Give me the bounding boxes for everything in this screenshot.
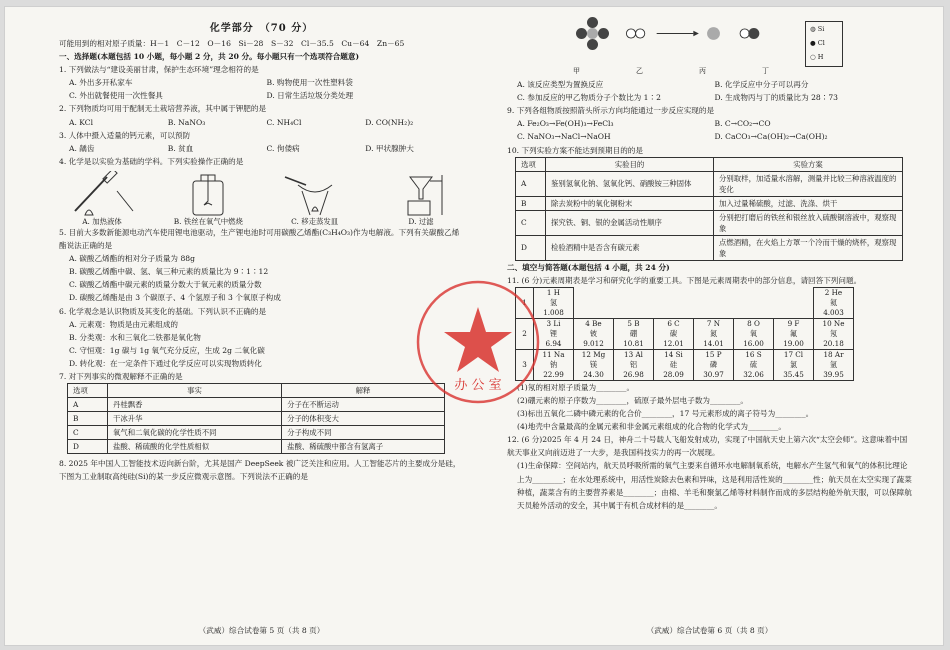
molecule-legend: ◍ Si ● Cl ○ H <box>805 21 843 67</box>
element-cell: 9 F 氟 19.00 <box>774 318 814 349</box>
element-cell: 14 Si 硅 28.09 <box>654 349 694 380</box>
evaporating-dish-icon <box>280 171 350 217</box>
q3-option-d: D. 甲状腺肿大 <box>365 143 414 153</box>
q8-option-c: C. 参加反应的甲乙物质分子个数比为 1∶2 <box>517 93 661 103</box>
q1-option-b: B. 购物使用一次性塑料袋 <box>266 78 353 88</box>
exam-sheet <box>4 6 944 646</box>
apparatus-a <box>67 171 137 226</box>
left-page <box>59 21 464 483</box>
element-cell: 4 Be 铍 9.012 <box>574 318 614 349</box>
q9-option-b: B. C→CO₂→CO <box>714 119 771 129</box>
question-5: 5. 目前大多数新能源电动汽车使用锂电池驱动，生产锂电池时可用碳酸乙烯酯(C₃H₄O₃)作为电解液。下列有关碳酸乙烯酯说法正确的是 <box>59 227 460 251</box>
q9-option-c: C. NaNO₃→NaCl→NaOH <box>517 132 611 142</box>
q10-header-purpose: 实验目的 <box>546 157 714 171</box>
section-2-heading: 二、填空与简答题(本题包括 4 小题，共 24 分) <box>507 262 670 272</box>
element-cell: 3 Li 锂 6.94 <box>534 318 574 349</box>
q8-option-a: A. 该反应类型为置换反应 <box>517 80 604 90</box>
q1-option-c: C. 外出就餐使用一次性餐具 <box>69 91 163 101</box>
element-cell: 2 He 氦 4.003 <box>814 287 854 318</box>
q5-option-d: D. 碳酸乙烯酯是由 3 个碳原子、4 个氢原子和 3 个氧原子构成 <box>69 293 281 303</box>
element-cell: 8 O 氧 16.00 <box>734 318 774 349</box>
q3-option-c: C. 佝偻病 <box>266 143 300 153</box>
official-seal-icon <box>413 277 543 407</box>
q6-option-c: C. 守恒观：1g 碳与 1g 氧气充分反应，生成 2g 二氧化碳 <box>69 345 265 355</box>
question-11: 11. (6 分)元素周期表是学习和研究化学的重要工具。下图是元素周期表中的部分信息，请回答下列问题。 <box>507 275 862 285</box>
q3-option-a: A. 龋齿 <box>69 143 95 153</box>
q5-option-a: A. 碳酸乙烯酯的相对分子质量为 88g <box>69 254 195 264</box>
seal-text: 办 公 室 <box>454 378 502 393</box>
apparatus-c-label: C. 移走蒸发皿 <box>291 216 339 226</box>
legend-h: H <box>817 53 824 61</box>
period-1: 1 <box>516 287 534 318</box>
question-10: 10. 下列实验方案不能达到预期目的的是 <box>507 145 643 155</box>
element-cell: 6 C 碳 12.01 <box>654 318 694 349</box>
q10-table <box>515 157 903 261</box>
label-jia: 甲 <box>573 67 580 75</box>
question-3: 3. 人体中摄入适量的钙元素，可以预防 <box>59 130 191 140</box>
section-title: 化学部分 （70 分） <box>209 23 314 34</box>
q2-option-b: B. NaNO₃ <box>167 117 206 127</box>
apparatus-d <box>386 171 456 226</box>
q9-option-a: A. Fe₂O₃→Fe(OH)₃→FeCl₃ <box>517 119 614 129</box>
element-cell: 5 B 硼 10.81 <box>614 318 654 349</box>
table-row: A 丹桂飘香 分子在不断运动 <box>68 398 445 412</box>
table-row: B 干冰升华 分子的体积变大 <box>68 412 445 426</box>
period-2: 2 <box>516 318 534 349</box>
element-cell: 15 P 磷 30.97 <box>694 349 734 380</box>
element-cell: 13 Al 铝 26.98 <box>614 349 654 380</box>
period-3: 3 <box>516 349 534 380</box>
q7-header-explain: 解释 <box>282 384 445 398</box>
table-row: D 盐酸、稀硫酸的化学性质相似 盐酸、稀硫酸中都含有氢离子 <box>68 440 445 454</box>
q5-option-c: C. 碳酸乙烯酯中碳元素的质量分数大于氧元素的质量分数 <box>69 280 262 290</box>
q11-part-3: (3)标出五氧化二磷中磷元素的化合价________，17 号元素形成的离子符号为________。 <box>517 409 814 419</box>
apparatus-c <box>280 171 350 226</box>
q2-option-a: A. KCl <box>69 117 94 127</box>
question-7: 7. 对下列事实的微观解释不正确的是 <box>59 371 183 381</box>
q3-option-b: B. 贫血 <box>167 143 194 153</box>
apparatus-b-label: B. 铁丝在氧气中燃烧 <box>173 216 243 226</box>
element-cell: 16 S 硫 32.06 <box>734 349 774 380</box>
q11-part-4: (4)地壳中含量最高的金属元素和非金属元素组成的化合物的化学式为________。 <box>517 422 786 432</box>
question-1: 1. 下列做法与“建设美丽甘肃，保护生态环境”理念相符的是 <box>59 65 259 75</box>
element-cell: 7 N 氮 14.01 <box>694 318 734 349</box>
q2-option-c: C. NH₄Cl <box>266 117 302 127</box>
question-9: 9. 下列各组物质按照箭头所示方向均能通过一步反应实现的是 <box>507 106 715 116</box>
label-ding: 丁 <box>762 67 769 75</box>
apparatus-a-label: A. 加热液体 <box>82 216 122 226</box>
table-row: C 探究铁、铜、银的金属活动性顺序 分别把打磨后的铁丝和银丝放入硫酸铜溶液中，观察现象 <box>516 210 903 235</box>
heating-liquid-icon <box>67 171 137 217</box>
apparatus-figures <box>59 168 464 226</box>
element-cell: 1 H 氢 1.008 <box>534 287 574 318</box>
question-12: 12. (6 分)2025 年 4 月 24 日，神舟二十号载人飞船发射成功，实现了中国航天史上第六次“太空会师”。这意味着中国航天事业又向前迈进了一大步，是我国科技实力的再一次展现。 <box>507 435 908 458</box>
iron-wire-bottle-icon <box>173 171 243 217</box>
q11-part-1: (1)氖的相对原子质量为________。 <box>517 382 635 392</box>
q8-option-b: B. 化学反应中分子可以再分 <box>714 80 809 90</box>
reaction-molecules-icon <box>555 17 795 72</box>
question-6: 6. 化学观念是认识物质及其变化的基础。下列认识不正确的是 <box>59 306 267 316</box>
legend-cl: Cl <box>817 39 825 47</box>
periodic-table <box>515 287 854 381</box>
element-cell: 10 Ne 氖 20.18 <box>814 318 854 349</box>
question-4: 4. 化学是以实验为基础的学科。下列实验操作正确的是 <box>59 156 244 166</box>
table-row: C 氧气和二氧化碳的化学性质不同 分子构成不同 <box>68 426 445 440</box>
filtration-icon <box>386 171 456 217</box>
q7-header-fact: 事实 <box>108 384 282 398</box>
apparatus-b <box>173 171 243 226</box>
q6-option-b: B. 分类观：水和三氧化二铁都是氧化物 <box>69 332 201 342</box>
q1-option-a: A. 外出多开私家车 <box>69 78 133 88</box>
table-row: B 除去炭粉中的氧化铜粉末 加入过量稀硫酸，过滤、洗涤、烘干 <box>516 196 903 210</box>
q7-header-option: 选项 <box>68 384 108 398</box>
left-footer: （武威）综合试卷第 5 页（共 8 页） <box>198 626 325 635</box>
q7-table <box>67 383 445 454</box>
element-cell: 17 Cl 氯 35.45 <box>774 349 814 380</box>
q11-part-2: (2)硼元素的原子序数为________，硫原子最外层电子数为________。 <box>517 395 748 405</box>
q2-option-d: D. CO(NH₂)₂ <box>365 117 414 127</box>
q6-option-d: D. 转化观：在一定条件下通过化学反应可以实现物质转化 <box>69 358 262 368</box>
legend-si: Si <box>817 25 825 33</box>
q6-option-a: A. 元素观：物质是由元素组成的 <box>69 319 179 329</box>
right-footer: （武威）综合试卷第 6 页（共 8 页） <box>646 626 773 635</box>
q5-option-b: B. 碳酸乙烯酯中碳、氢、氧三种元素的质量比为 9∶1∶12 <box>69 267 269 277</box>
atomic-masses: 可能用到的相对原子质量：H－1 C－12 O－16 Si－28 S－32 Cl－35.5 Cu－64 Zn－65 <box>59 39 405 48</box>
label-bing: 丙 <box>699 67 706 75</box>
q12-part-1: (1)生命保障：空间站内，航天员呼吸所需的氧气主要来自循环水电解制氧系统，电解水产生氢气和氧气的体积比理论上为________；在水处理系统中，用活性炭除去色素和异味，这是利用活性炭的________性；航天员在太空实现了蔬菜种植，蔬菜含有的主要营养素是________；由棉、羊毛和聚氯乙烯等材料制作而成的多层结构舱外航天服，可以保障航天员舱外活动的安全，其中属于有机合成材料的是________。 <box>517 461 912 510</box>
q8-option-d: D. 生成物丙与丁的质量比为 28∶73 <box>714 93 839 103</box>
label-yi: 乙 <box>636 67 643 75</box>
q9-option-d: D. CaCO₃→Ca(OH)₂→Ca(OH)₂ <box>714 132 828 142</box>
section-1-heading: 一、选择题(本题包括 10 小题，每小题 2 分，共 20 分。每小题只有一个选项符合题意) <box>59 52 360 62</box>
table-row: D 检验酒精中是否含有碳元素 点燃酒精，在火焰上方罩一个冷而干燥的烧杯，观察现象 <box>516 235 903 260</box>
element-cell: 18 Ar 氩 39.95 <box>814 349 854 380</box>
apparatus-d-label: D. 过滤 <box>408 216 434 226</box>
table-row: A 鉴别氢氧化钠、氢氧化钙、硝酸铵三种固体 分别取样，加适量水溶解，测量并比较三种溶液温度的变化 <box>516 171 903 196</box>
element-cell: 12 Mg 镁 24.30 <box>574 349 614 380</box>
q10-header-plan: 实验方案 <box>714 157 903 171</box>
q1-option-d: D. 日常生活垃圾分类处理 <box>266 91 354 101</box>
right-page <box>507 15 912 512</box>
element-cell: 11 Na 钠 22.99 <box>534 349 574 380</box>
q10-header-option: 选项 <box>516 157 546 171</box>
question-2: 2. 下列物质均可用于配制无土栽培营养液，其中属于钾肥的是 <box>59 104 267 114</box>
question-8: 8. 2025 年中国人工智能技术迈向新台阶，尤其是国产 DeepSeek 被广泛关注和应用。人工智能芯片的主要成分是硅，下图为工业制取高纯硅(Si)的某一步反应微观示意图。下列说法不正确的是 <box>59 459 461 482</box>
